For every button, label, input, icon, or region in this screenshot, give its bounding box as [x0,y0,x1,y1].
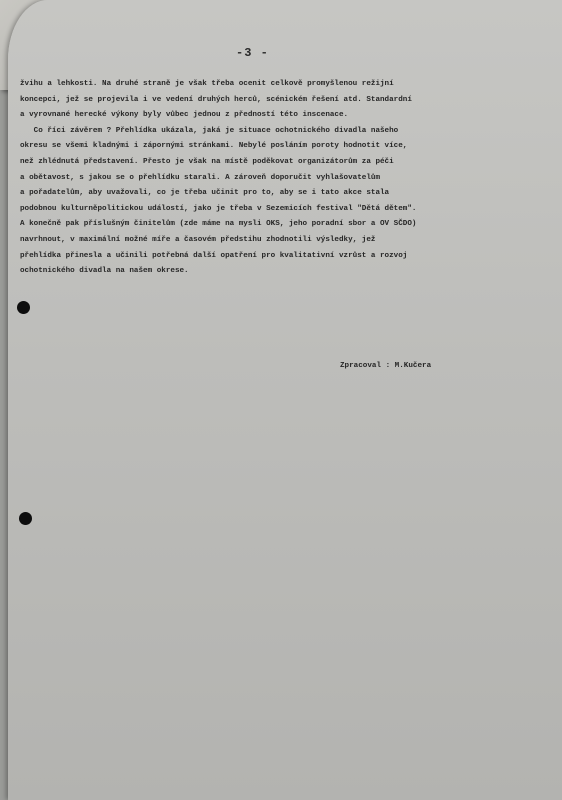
text-line: žvihu a lehkosti. Na druhé straně je však třeba ocenit celkově promyšlenou režijní [20,80,394,88]
text-line: a obětavost, s jakou se o přehlídku starali. A zároveň doporučit vyhlašovatelům [20,173,381,182]
page-number: -3 - [236,46,269,60]
punch-hole [17,301,30,314]
text-line: koncepci, jež se projevila i ve vedení druhých herců, scénickém řešení atd. Standardní [20,95,412,104]
text-line: a vyrovnané herecké výkony byly vůbec jednou z předností této inscenace. [20,111,349,120]
paragraph [20,124,550,280]
paragraph [20,77,550,124]
text-line: A konečně pak příslušným činitelům (zde máme na mysli OKS, jeho poradní sbor a OV SČDO) [20,220,417,229]
text-line: okresu se všemi kladnými i zápornými stránkami. Nebylé posláním poroty hodnotit více, [20,142,408,151]
text-line: Co říci závěrem ? Přehlídka ukázala, jaká je situace ochotnického divadla našeho [20,126,399,135]
punch-hole [19,512,32,525]
text-line: přehlídka přinesla a učinili potřebná další opatření pro kvalitativní vzrůst a rozvoj [20,251,408,260]
text-line: podobnou kulturněpolitickou událostí, jako je třeba v Sezemicích festival "Dětá dětem". [20,204,417,213]
signature-line: Zpracoval : M.Kučera [340,362,432,370]
body-text [20,77,550,280]
text-line: a pořadatelům, aby uvažovali, co je třeba učinit pro to, aby se i tato akce stala [20,189,390,198]
document-page [8,0,562,800]
text-line: navrhnout, v maximální možné míře a časovém předstihu zhodnotili výsledky, jež [20,235,376,244]
text-line: než zhlédnutá představení. Přesto je však na místě poděkovat organizátorům za péči [20,157,394,166]
text-line: ochotnického divadla na našem okrese. [20,267,189,276]
